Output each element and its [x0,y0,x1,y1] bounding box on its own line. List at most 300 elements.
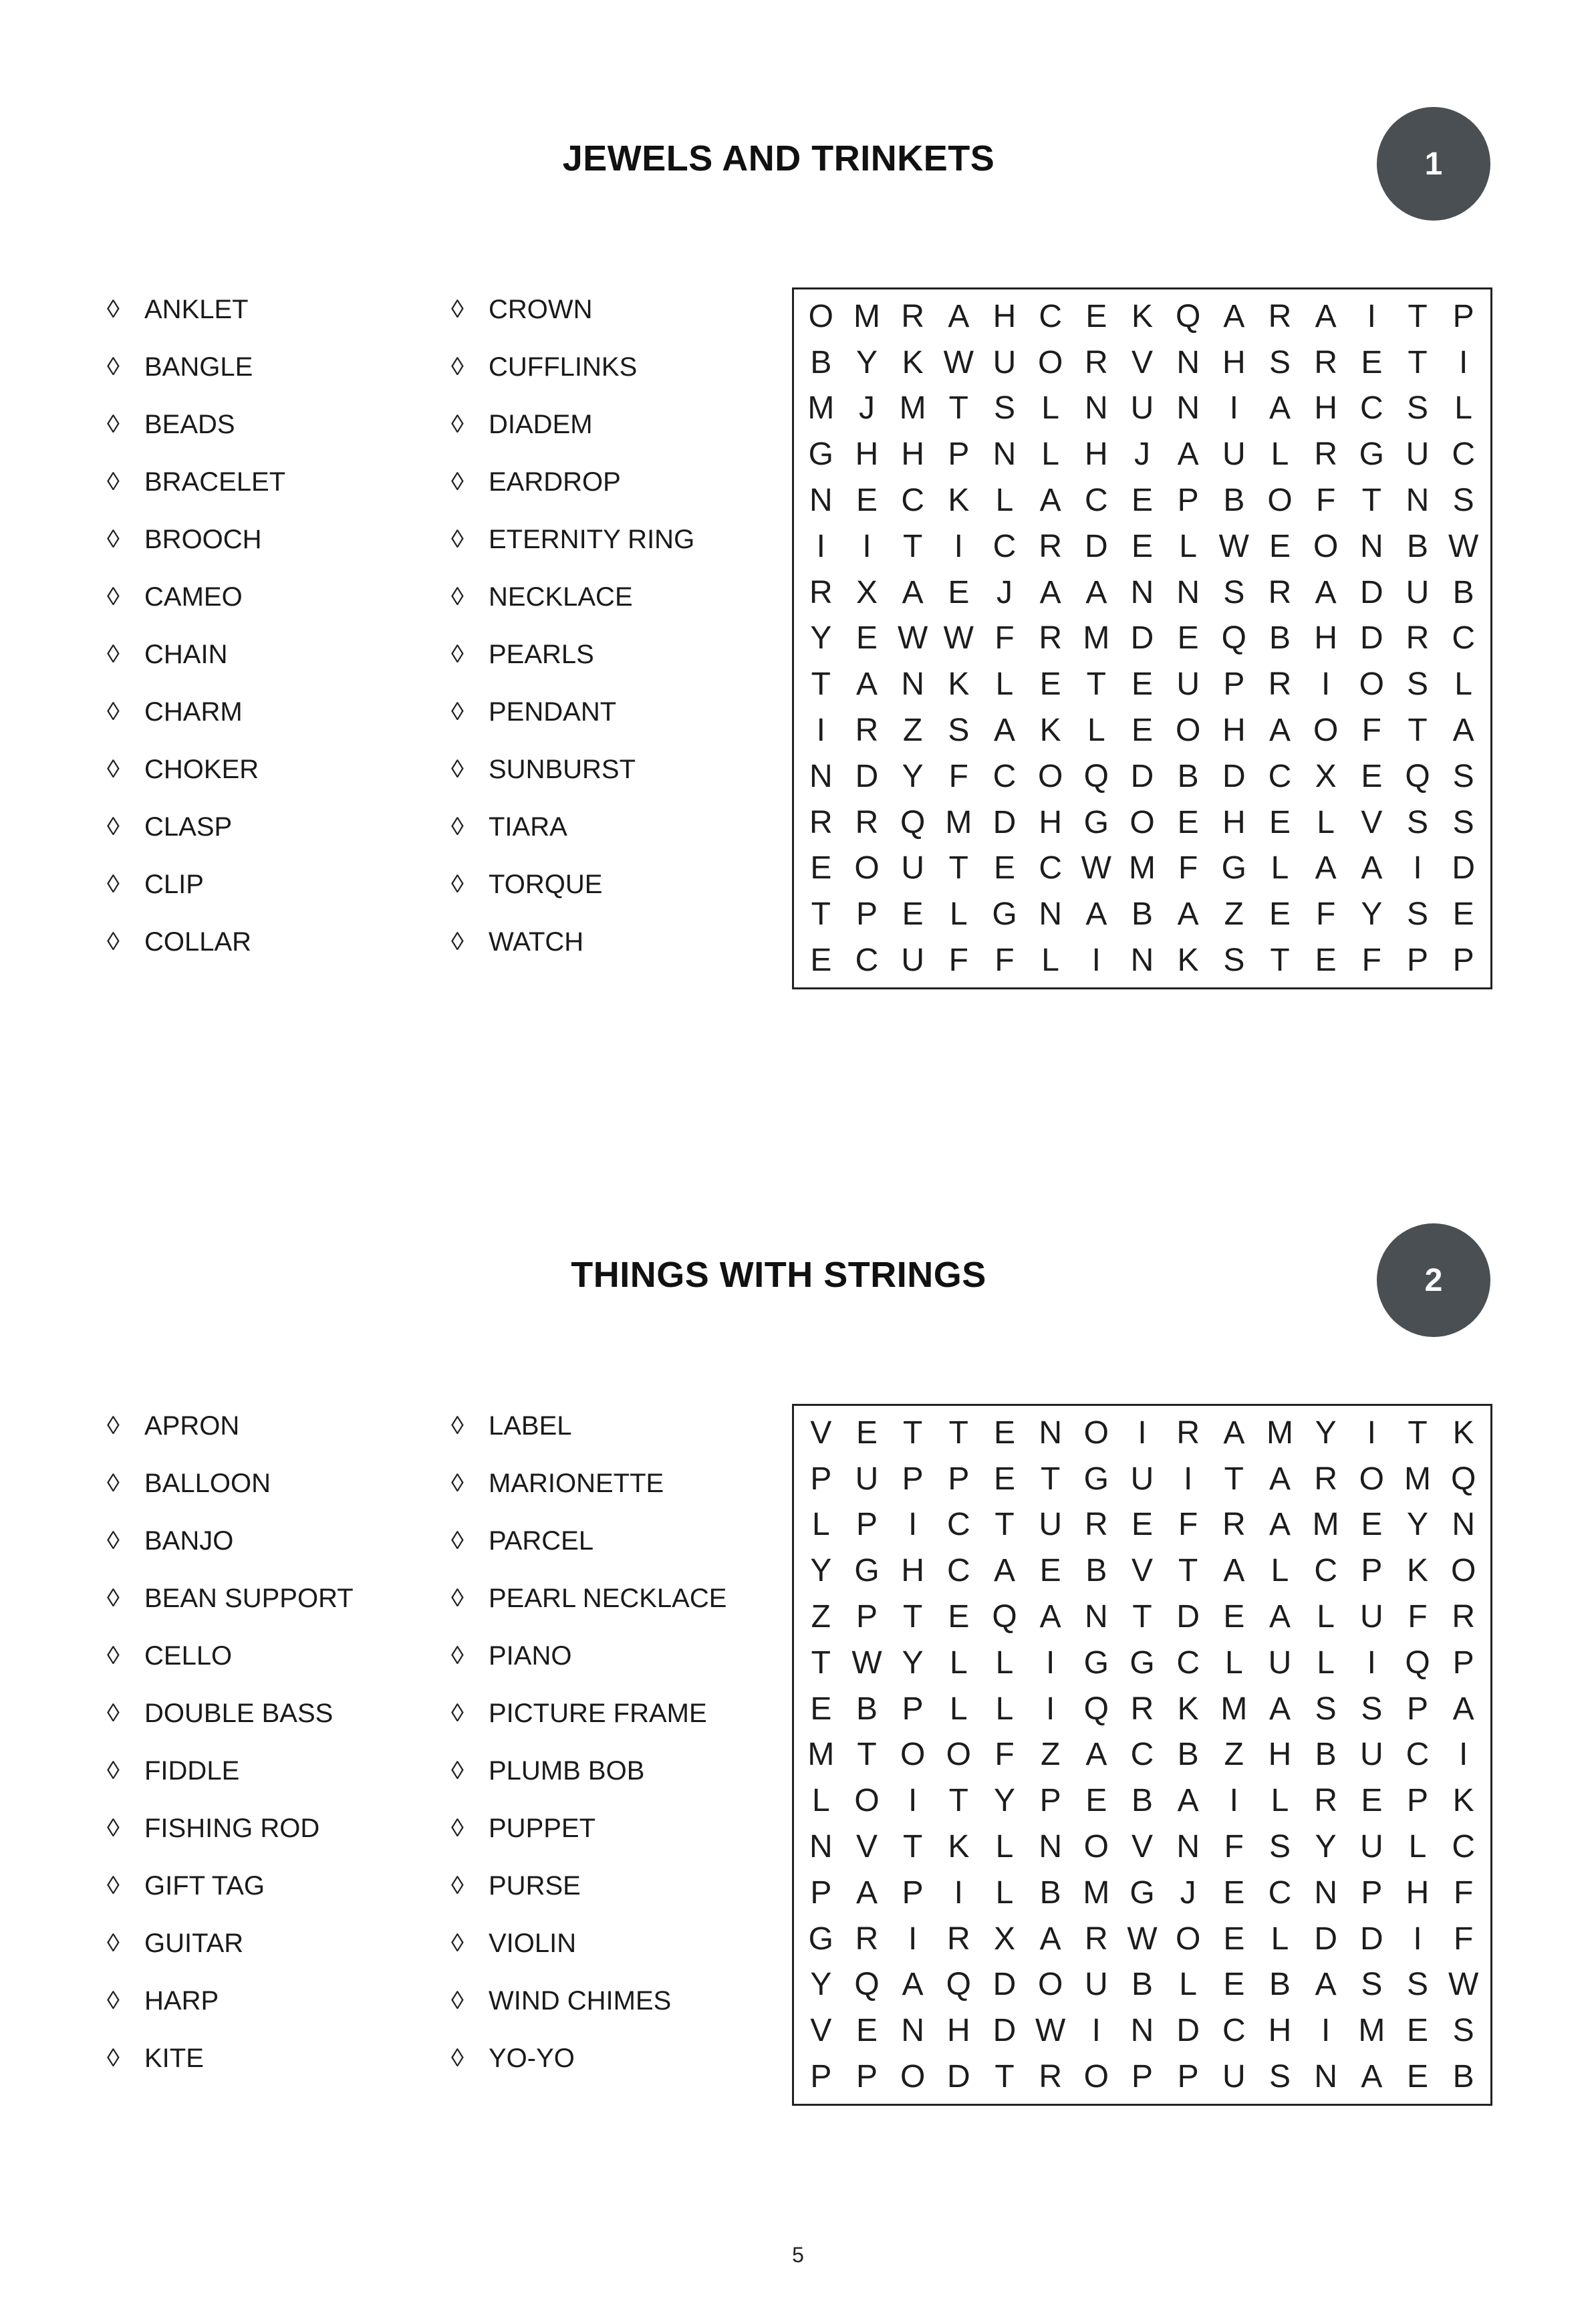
grid-letter[interactable]: R [1176,1415,1200,1451]
grid-letter[interactable]: T [948,390,968,427]
grid-letter[interactable]: D [992,804,1017,840]
grid-letter[interactable]: A [1223,298,1245,334]
grid-letter[interactable]: B [810,344,832,380]
grid-letter[interactable]: L [1271,1921,1289,1957]
grid-letter[interactable]: P [1177,2059,1199,2095]
grid-letter[interactable]: W [851,1645,882,1681]
grid-letter[interactable]: R [809,574,833,610]
grid-letter[interactable]: B [1131,1783,1153,1819]
grid-letter[interactable]: R [1314,344,1337,380]
grid-letter[interactable]: T [1408,1415,1428,1451]
grid-letter[interactable]: B [1085,1553,1107,1589]
grid-letter[interactable]: N [1039,896,1062,933]
grid-letter[interactable]: P [1361,1553,1383,1589]
grid-letter[interactable]: E [855,2013,878,2049]
grid-letter[interactable]: O [1175,1921,1201,1957]
grid-letter[interactable]: H [1314,620,1337,656]
grid-letter[interactable]: G [1083,804,1109,840]
grid-letter[interactable]: W [1218,528,1249,564]
grid-letter[interactable]: V [1131,1553,1153,1589]
grid-letter[interactable]: B [1452,574,1474,610]
grid-letter[interactable]: A [1315,574,1337,610]
grid-letter[interactable]: A [902,1967,924,2003]
grid-letter[interactable]: E [1361,1507,1383,1543]
grid-letter[interactable]: U [901,943,924,979]
grid-letter[interactable]: I [1045,1645,1055,1681]
grid-letter[interactable]: T [1408,344,1428,380]
grid-letter[interactable]: N [1039,1415,1062,1451]
grid-letter[interactable]: K [1039,713,1061,749]
grid-letter[interactable]: H [1222,804,1246,840]
grid-letter[interactable]: S [1452,804,1474,840]
grid-letter[interactable]: J [1180,1874,1196,1911]
grid-letter[interactable]: G [1129,1874,1155,1911]
grid-letter[interactable]: E [993,1461,1015,1497]
grid-letter[interactable]: I [1138,1415,1147,1451]
grid-letter[interactable]: O [854,1783,880,1819]
grid-letter[interactable]: U [901,850,924,886]
grid-letter[interactable]: V [810,1415,832,1451]
grid-letter[interactable]: V [855,1829,878,1865]
grid-letter[interactable]: E [855,620,878,656]
grid-letter[interactable]: H [855,437,879,473]
grid-letter[interactable]: E [1131,1507,1153,1543]
grid-letter[interactable]: P [855,896,878,933]
grid-letter[interactable]: N [1130,2013,1154,2049]
grid-letter[interactable]: E [1085,1783,1107,1819]
grid-letter[interactable]: O [1083,2059,1109,2095]
grid-letter[interactable]: H [1222,713,1246,749]
grid-letter[interactable]: L [1087,713,1105,749]
grid-letter[interactable]: W [1448,1967,1479,2003]
grid-letter[interactable]: K [902,344,924,380]
grid-letter[interactable]: C [1314,1553,1337,1589]
grid-letter[interactable]: P [948,437,970,473]
grid-letter[interactable]: B [1223,483,1245,519]
grid-letter[interactable]: L [811,1507,830,1543]
grid-letter[interactable]: T [948,850,968,886]
grid-letter[interactable]: P [1452,1645,1474,1681]
grid-letter[interactable]: B [855,1691,878,1727]
grid-letter[interactable]: E [855,483,878,519]
grid-letter[interactable]: F [1315,483,1336,519]
grid-letter[interactable]: Q [1450,1461,1476,1497]
grid-letter[interactable]: O [1083,1829,1109,1865]
grid-letter[interactable]: D [946,2059,970,2095]
grid-letter[interactable]: F [1178,850,1198,886]
grid-letter[interactable]: H [901,437,924,473]
grid-letter[interactable]: W [943,344,974,380]
grid-letter[interactable]: T [811,896,831,933]
grid-letter[interactable]: I [1321,2013,1331,2049]
grid-letter[interactable]: T [948,1415,968,1451]
grid-letter[interactable]: P [1361,1874,1383,1911]
grid-letter[interactable]: O [900,2059,926,2095]
grid-letter[interactable]: N [1039,1829,1062,1865]
grid-letter[interactable]: C [992,758,1017,794]
grid-letter[interactable]: N [809,483,833,519]
grid-letter[interactable]: N [901,666,924,703]
grid-letter[interactable]: R [1268,666,1292,703]
grid-letter[interactable]: I [908,1921,918,1957]
grid-letter[interactable]: H [1314,390,1337,427]
grid-letter[interactable]: O [1359,666,1384,703]
grid-letter[interactable]: E [1223,1874,1245,1911]
grid-letter[interactable]: T [1224,1461,1244,1497]
grid-letter[interactable]: F [1224,1829,1244,1865]
grid-letter[interactable]: E [1039,1553,1061,1589]
grid-letter[interactable]: O [1129,804,1155,840]
grid-letter[interactable]: K [1452,1415,1474,1451]
grid-letter[interactable]: E [1269,804,1291,840]
grid-letter[interactable]: A [1315,298,1337,334]
grid-letter[interactable]: S [1406,666,1428,703]
grid-letter[interactable]: U [1130,390,1154,427]
grid-letter[interactable]: T [1408,298,1428,334]
grid-letter[interactable]: E [1315,943,1337,979]
grid-letter[interactable]: S [1452,483,1474,519]
grid-letter[interactable]: A [1452,713,1474,749]
grid-letter[interactable]: E [902,896,924,933]
grid-letter[interactable]: T [994,2059,1015,2095]
grid-letter[interactable]: O [1267,483,1293,519]
grid-letter[interactable]: K [1131,298,1153,334]
grid-letter[interactable]: F [1178,1507,1198,1543]
grid-letter[interactable]: N [809,1829,833,1865]
grid-letter[interactable]: L [811,1783,830,1819]
grid-letter[interactable]: C [1268,1874,1292,1911]
grid-letter[interactable]: P [902,1691,924,1727]
grid-letter[interactable]: F [1315,896,1336,933]
grid-letter[interactable]: L [949,896,968,933]
grid-letter[interactable]: D [1359,574,1383,610]
grid-letter[interactable]: P [948,1461,970,1497]
grid-letter[interactable]: P [810,1461,832,1497]
grid-letter[interactable]: S [1223,943,1245,979]
grid-letter[interactable]: E [1223,1599,1245,1635]
grid-letter[interactable]: A [1085,1737,1107,1773]
grid-letter[interactable]: K [948,1829,970,1865]
grid-letter[interactable]: I [816,713,825,749]
grid-letter[interactable]: Q [1083,1691,1109,1727]
grid-letter[interactable]: S [1406,1967,1428,2003]
grid-letter[interactable]: D [1130,758,1154,794]
grid-letter[interactable]: E [1452,896,1474,933]
grid-letter[interactable]: U [1222,2059,1246,2095]
grid-letter[interactable]: N [1130,943,1154,979]
grid-letter[interactable]: H [901,1553,924,1589]
grid-letter[interactable]: D [1359,620,1383,656]
grid-letter[interactable]: U [1222,437,1246,473]
grid-letter[interactable]: W [1081,850,1111,886]
grid-letter[interactable]: S [1223,574,1245,610]
grid-letter[interactable]: H [1039,804,1062,840]
grid-letter[interactable]: W [943,620,974,656]
grid-letter[interactable]: T [1178,1553,1198,1589]
grid-letter[interactable]: L [995,1691,1014,1727]
grid-letter[interactable]: Z [811,1599,831,1635]
grid-letter[interactable]: D [1222,758,1246,794]
grid-letter[interactable]: E [810,850,832,886]
grid-letter[interactable]: A [1269,1599,1291,1635]
grid-letter[interactable]: A [902,574,924,610]
grid-letter[interactable]: R [855,713,879,749]
grid-letter[interactable]: C [1268,758,1292,794]
grid-letter[interactable]: B [1406,528,1428,564]
grid-letter[interactable]: I [862,528,872,564]
grid-letter[interactable]: I [954,528,963,564]
grid-letter[interactable]: N [1176,344,1200,380]
grid-letter[interactable]: Q [1405,1645,1430,1681]
grid-letter[interactable]: T [1040,1461,1061,1497]
grid-letter[interactable]: F [948,943,968,979]
grid-letter[interactable]: R [1039,2059,1062,2095]
grid-letter[interactable]: M [853,298,880,334]
grid-letter[interactable]: E [1131,713,1153,749]
grid-letter[interactable]: Z [1040,1737,1061,1773]
grid-letter[interactable]: D [1452,850,1475,886]
grid-letter[interactable]: A [1223,1553,1245,1589]
grid-letter[interactable]: A [1269,390,1291,427]
grid-letter[interactable]: S [1406,390,1428,427]
grid-letter[interactable]: O [1037,344,1063,380]
grid-letter[interactable]: B [1452,2059,1474,2095]
grid-letter[interactable]: A [855,1874,878,1911]
grid-letter[interactable]: L [1041,390,1059,427]
grid-letter[interactable]: R [901,298,924,334]
grid-letter[interactable]: C [1222,2013,1246,2049]
grid-letter[interactable]: U [1176,666,1200,703]
grid-letter[interactable]: K [1177,943,1199,979]
grid-letter[interactable]: G [808,437,833,473]
grid-letter[interactable]: Q [992,1599,1017,1635]
grid-letter[interactable]: T [811,666,831,703]
grid-letter[interactable]: F [1453,1921,1474,1957]
grid-letter[interactable]: S [1269,1829,1291,1865]
grid-letter[interactable]: Q [900,804,926,840]
grid-letter[interactable]: Y [993,1783,1015,1819]
grid-letter[interactable]: H [1268,1737,1292,1773]
grid-letter[interactable]: L [1317,1645,1335,1681]
grid-letter[interactable]: T [1361,483,1381,519]
grid-letter[interactable]: N [809,758,833,794]
grid-letter[interactable]: B [1039,1874,1061,1911]
grid-letter[interactable]: F [994,620,1015,656]
grid-letter[interactable]: N [1359,528,1383,564]
grid-letter[interactable]: L [1271,1553,1289,1589]
grid-letter[interactable]: G [1221,850,1246,886]
grid-letter[interactable]: O [1175,713,1201,749]
grid-letter[interactable]: I [816,528,825,564]
grid-letter[interactable]: U [992,344,1017,380]
grid-letter[interactable]: F [994,1737,1015,1773]
grid-letter[interactable]: P [1039,1783,1061,1819]
grid-letter[interactable]: A [1315,1967,1337,2003]
grid-letter[interactable]: E [993,850,1015,886]
grid-letter[interactable]: P [855,1599,878,1635]
grid-letter[interactable]: S [1269,344,1291,380]
grid-letter[interactable]: I [908,1507,918,1543]
grid-letter[interactable]: O [808,298,833,334]
grid-letter[interactable]: Q [1405,758,1430,794]
grid-letter[interactable]: N [1130,574,1154,610]
grid-letter[interactable]: M [899,390,926,427]
grid-letter[interactable]: P [1131,2059,1153,2095]
grid-letter[interactable]: J [1134,437,1150,473]
grid-letter[interactable]: C [1406,1737,1430,1773]
grid-letter[interactable]: N [1084,390,1108,427]
grid-letter[interactable]: P [902,1461,924,1497]
grid-letter[interactable]: L [949,1645,968,1681]
grid-letter[interactable]: S [1452,758,1474,794]
grid-letter[interactable]: S [1361,1967,1383,2003]
grid-letter[interactable]: P [1406,1691,1428,1727]
grid-letter[interactable]: C [1452,437,1475,473]
grid-letter[interactable]: A [1039,1921,1061,1957]
grid-letter[interactable]: O [1359,1461,1384,1497]
grid-letter[interactable]: K [1177,1691,1199,1727]
grid-letter[interactable]: R [1314,437,1337,473]
grid-letter[interactable]: L [995,1645,1014,1681]
grid-letter[interactable]: O [1450,1553,1476,1589]
grid-letter[interactable]: N [1452,1507,1475,1543]
grid-letter[interactable]: A [1452,1691,1474,1727]
grid-letter[interactable]: R [1039,528,1062,564]
grid-letter[interactable]: P [1452,298,1474,334]
grid-letter[interactable]: G [854,1553,880,1589]
grid-letter[interactable]: T [1086,666,1106,703]
grid-letter[interactable]: F [948,758,968,794]
grid-letter[interactable]: V [1131,344,1153,380]
grid-letter[interactable]: L [1317,1599,1335,1635]
grid-letter[interactable]: O [900,1737,926,1773]
grid-letter[interactable]: R [1084,1507,1108,1543]
grid-letter[interactable]: Y [1315,1415,1337,1451]
grid-letter[interactable]: Q [1175,298,1201,334]
grid-letter[interactable]: M [807,1737,835,1773]
grid-letter[interactable]: L [1454,390,1472,427]
grid-letter[interactable]: T [902,528,923,564]
grid-letter[interactable]: E [1406,2059,1428,2095]
grid-letter[interactable]: U [1359,1737,1383,1773]
grid-letter[interactable]: L [1271,437,1289,473]
grid-letter[interactable]: U [1039,1507,1062,1543]
grid-letter[interactable]: E [810,1691,832,1727]
grid-letter[interactable]: C [1452,1829,1475,1865]
grid-letter[interactable]: H [1406,1874,1430,1911]
grid-letter[interactable]: A [993,1553,1015,1589]
grid-letter[interactable]: P [810,1874,832,1911]
grid-letter[interactable]: T [811,1645,831,1681]
grid-letter[interactable]: M [807,390,835,427]
grid-letter[interactable]: S [1269,2059,1291,2095]
grid-letter[interactable]: A [1269,1461,1291,1497]
grid-letter[interactable]: Q [1083,758,1109,794]
grid-letter[interactable]: E [1131,483,1153,519]
grid-letter[interactable]: I [1458,1737,1468,1773]
grid-letter[interactable]: I [954,1874,963,1911]
grid-letter[interactable]: L [1271,850,1289,886]
grid-letter[interactable]: X [993,1921,1015,1957]
grid-letter[interactable]: F [994,943,1015,979]
grid-letter[interactable]: I [1413,850,1422,886]
grid-letter[interactable]: O [946,1737,971,1773]
grid-letter[interactable]: E [1361,758,1383,794]
grid-letter[interactable]: P [855,2059,878,2095]
grid-letter[interactable]: L [995,483,1014,519]
grid-letter[interactable]: G [808,1921,833,1957]
grid-letter[interactable]: N [1176,1829,1200,1865]
grid-letter[interactable]: B [1269,1967,1291,2003]
grid-letter[interactable]: M [1083,1874,1110,1911]
grid-letter[interactable]: C [1130,1737,1154,1773]
grid-letter[interactable]: C [1039,298,1062,334]
grid-letter[interactable]: A [1085,574,1107,610]
grid-letter[interactable]: E [1361,1783,1383,1819]
grid-letter[interactable]: O [1083,1415,1109,1451]
grid-letter[interactable]: C [1452,620,1475,656]
grid-letter[interactable]: T [1270,943,1290,979]
grid-letter[interactable]: R [1084,1921,1108,1957]
grid-letter[interactable]: S [1315,1691,1337,1727]
grid-letter[interactable]: J [858,390,875,427]
grid-letter[interactable]: R [1084,344,1108,380]
grid-letter[interactable]: I [1458,344,1468,380]
grid-letter[interactable]: D [992,2013,1017,2049]
grid-letter[interactable]: Z [1224,1737,1244,1773]
grid-letter[interactable]: Q [946,1967,971,2003]
grid-letter[interactable]: E [1269,528,1291,564]
grid-letter[interactable]: D [1176,1599,1200,1635]
grid-letter[interactable]: B [1315,1737,1337,1773]
grid-letter[interactable]: I [1091,943,1101,979]
grid-letter[interactable]: F [1453,1874,1474,1911]
grid-letter[interactable]: A [1039,574,1061,610]
grid-letter[interactable]: S [1452,2013,1474,2049]
grid-letter[interactable]: A [1039,483,1061,519]
grid-letter[interactable]: U [1268,1645,1292,1681]
grid-letter[interactable]: A [1039,1599,1061,1635]
grid-letter[interactable]: T [1132,1599,1152,1635]
grid-letter[interactable]: T [1408,713,1428,749]
grid-letter[interactable]: C [1359,390,1383,427]
grid-letter[interactable]: U [1359,1599,1383,1635]
grid-letter[interactable]: P [1406,1783,1428,1819]
grid-letter[interactable]: M [1404,1461,1431,1497]
grid-letter[interactable]: A [1177,437,1199,473]
grid-letter[interactable]: R [1268,574,1292,610]
grid-letter[interactable]: I [1229,1783,1238,1819]
grid-letter[interactable]: B [1131,1967,1153,2003]
grid-letter[interactable]: A [1269,1507,1291,1543]
grid-letter[interactable]: Z [1224,896,1244,933]
grid-letter[interactable]: E [1039,666,1061,703]
grid-letter[interactable]: A [1085,896,1107,933]
grid-letter[interactable]: L [1408,1829,1427,1865]
grid-letter[interactable]: P [902,1874,924,1911]
grid-letter[interactable]: Y [1406,1507,1428,1543]
grid-letter[interactable]: V [810,2013,832,2049]
grid-letter[interactable]: L [995,1874,1014,1911]
grid-letter[interactable]: E [1131,666,1153,703]
grid-letter[interactable]: R [1268,298,1292,334]
grid-letter[interactable]: A [948,298,970,334]
grid-letter[interactable]: B [1177,758,1199,794]
grid-letter[interactable]: N [1406,483,1430,519]
grid-letter[interactable]: K [948,666,970,703]
grid-letter[interactable]: A [1223,1415,1245,1451]
grid-letter[interactable]: T [857,1737,877,1773]
